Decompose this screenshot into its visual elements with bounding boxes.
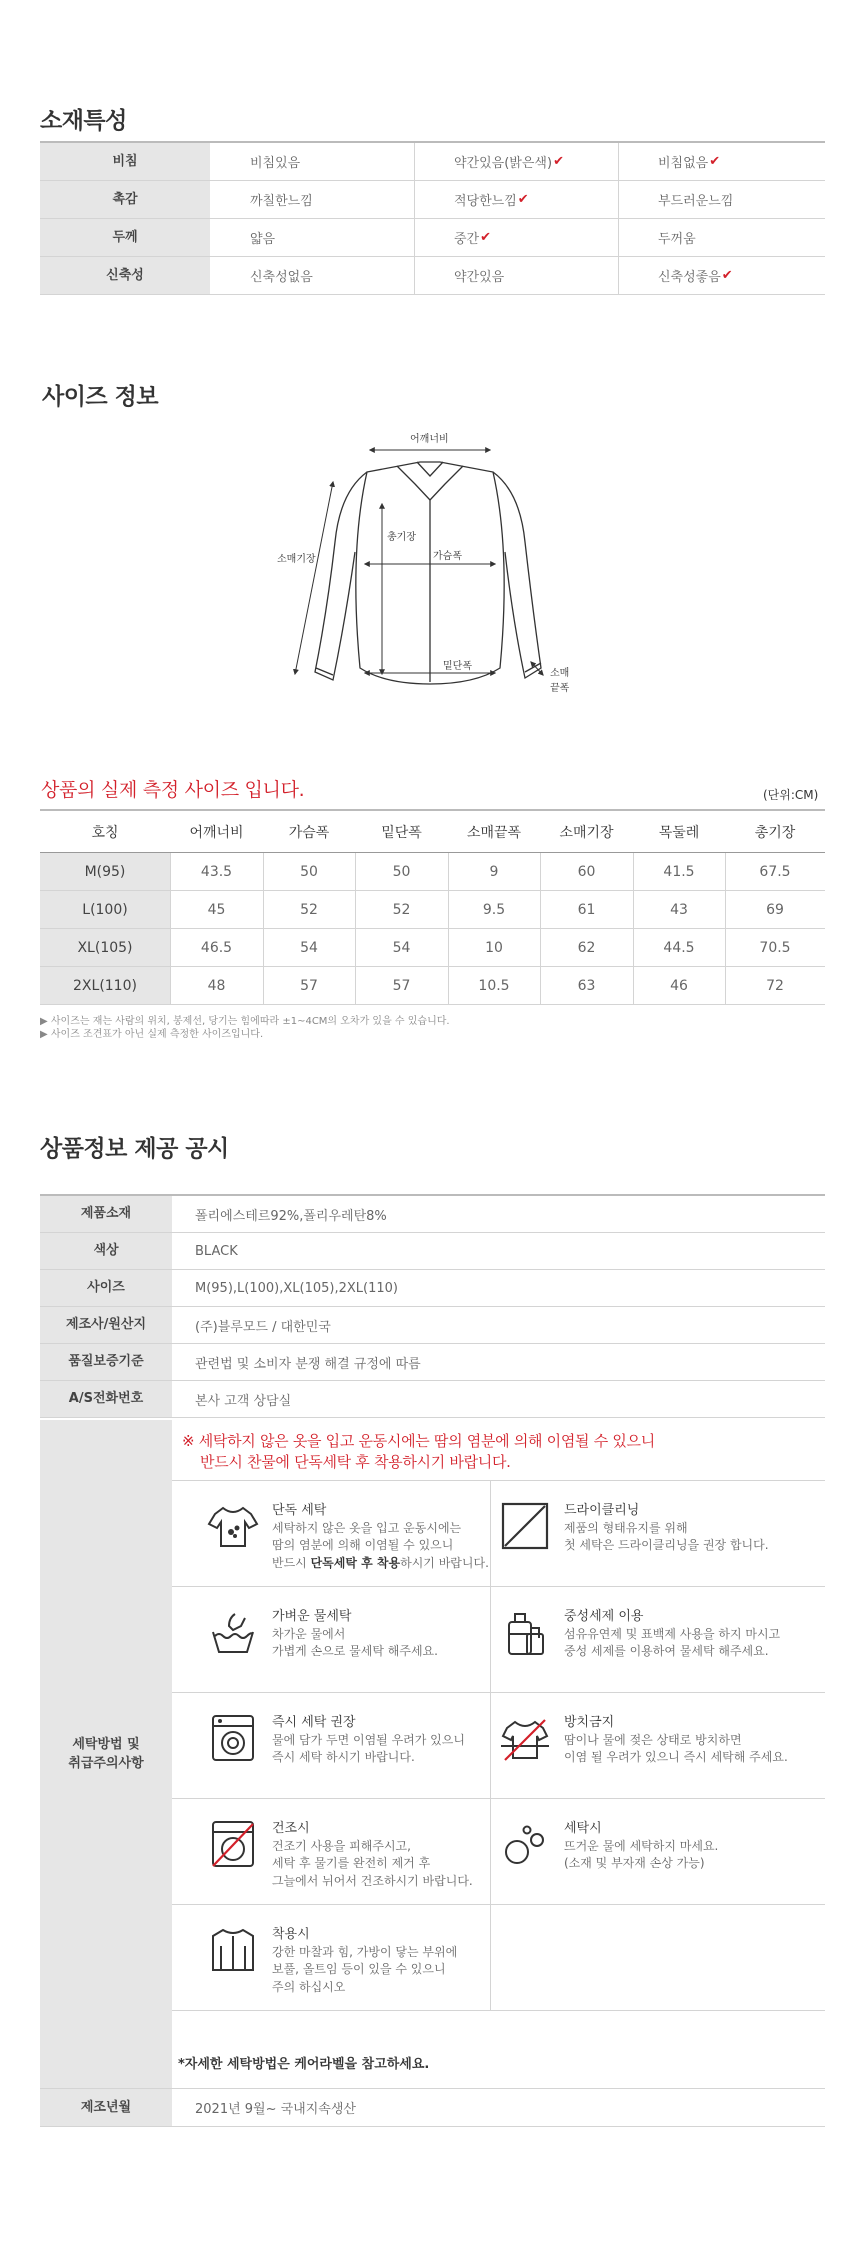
size-cell-0-5: 60	[577, 863, 596, 880]
size-section-title: 사이즈 정보	[42, 384, 159, 410]
diagram-label-total-length: 총기장	[387, 532, 416, 543]
size-cell-1-1: 45	[207, 901, 226, 918]
care-row-line	[172, 1586, 825, 1587]
size-cell-3-0: 2XL(110)	[73, 977, 137, 994]
care-item-line: 뜨거운 물에 세탁하지 마세요.	[564, 1839, 719, 1853]
size-col-header-2: 가슴폭	[288, 824, 330, 841]
manufacture-value: 2021년 9월~ 국내지속생산	[195, 2102, 356, 2117]
size-cell-2-4: 10	[485, 939, 503, 956]
care-item-line-pre: 반드시	[272, 1555, 311, 1570]
size-col-divider	[540, 929, 541, 966]
material-option-text: 신축성없음	[250, 270, 313, 285]
size-diagram	[277, 432, 575, 702]
care-item-line: 제품의 형태유지를 위해	[564, 1521, 688, 1535]
size-cell-3-2: 57	[300, 977, 318, 994]
size-col-divider	[448, 929, 449, 966]
notice-value-2: M(95),L(100),XL(105),2XL(110)	[195, 1280, 398, 1296]
care-warning-line-2: 반드시 찬물에 단독세탁 후 착용하시기 바랍니다.	[200, 1453, 511, 1471]
care-item-line: (소재 및 부자재 손상 가능)	[564, 1856, 705, 1871]
material-col-divider	[414, 181, 415, 218]
material-col-divider	[414, 219, 415, 256]
care-item-line: 차가운 물에서	[272, 1627, 346, 1641]
care-col-divider	[490, 1586, 491, 1692]
size-cell-1-6: 43	[670, 901, 688, 918]
size-cell-1-0: L(100)	[82, 901, 128, 918]
material-col-divider	[414, 257, 415, 294]
care-item-desc-0	[272, 1520, 489, 1572]
size-col-divider	[725, 929, 726, 966]
care-item-title-3: 중성세제 이용	[564, 1609, 644, 1624]
size-cell-0-1: 43.5	[200, 863, 233, 880]
material-option-1-1	[454, 181, 529, 218]
size-col-divider	[540, 891, 541, 928]
notice-value-4: 관련법 및 소비자 분쟁 해결 규정에 따름	[195, 1356, 421, 1372]
care-item-line: 가볍게 손으로 물세탁 해주세요.	[272, 1644, 438, 1659]
care-item-line: 물에 담가 두면 이염될 우려가 있으니	[272, 1733, 465, 1747]
material-option-3-2	[658, 257, 733, 294]
size-cell-2-5: 62	[577, 939, 596, 956]
notice-label-0: 제품소재	[40, 1196, 172, 1232]
material-col-divider	[618, 219, 619, 256]
care-label	[40, 1420, 172, 2088]
no-leave-icon	[497, 1710, 553, 1766]
material-label-3: 신축성	[40, 257, 210, 294]
size-unit: (단위:CM)	[763, 788, 819, 802]
care-item-title-7: 세탁시	[564, 1821, 602, 1836]
material-option-text: 신축성좋음	[658, 270, 721, 285]
size-col-header-7: 총기장	[754, 824, 796, 841]
notice-row-line	[40, 1417, 825, 1418]
size-col-divider	[263, 853, 264, 890]
size-cell-3-4: 10.5	[478, 977, 510, 994]
size-cell-0-0: M(95)	[84, 863, 126, 880]
material-option-text: 적당한느낌	[454, 194, 517, 209]
care-item-line: 강한 마찰과 힘, 가방이 닿는 부위에	[272, 1945, 458, 1959]
size-col-divider	[633, 967, 634, 1004]
material-col-divider	[618, 143, 619, 180]
size-col-divider	[725, 967, 726, 1004]
size-table-heading: 상품의 실제 측정 사이즈 입니다.	[41, 779, 305, 801]
care-item-line: 그늘에서 뉘어서 건조하시기 바랍니다.	[272, 1873, 473, 1888]
care-item-desc-2	[272, 1626, 438, 1661]
care-item-title-5: 방치금지	[564, 1715, 615, 1730]
material-option-2-2	[658, 219, 696, 256]
care-item-title-2: 가벼운 물세탁	[272, 1609, 352, 1624]
size-cell-2-0: XL(105)	[77, 939, 133, 956]
size-col-divider	[263, 929, 264, 966]
size-cell-0-2: 50	[300, 863, 318, 880]
care-item-desc-1	[564, 1520, 769, 1555]
care-item-desc-6	[272, 1838, 473, 1890]
care-item-line	[272, 1555, 489, 1572]
size-col-header-6: 목둘레	[658, 824, 700, 841]
care-item-line: 땀이나 물에 젖은 상태로 방치하면	[564, 1733, 742, 1747]
size-col-divider	[170, 929, 171, 966]
material-label-2: 두께	[40, 219, 210, 256]
material-option-text: 얇음	[250, 232, 276, 247]
size-cell-2-2: 54	[300, 939, 318, 956]
material-option-text: 중간	[454, 232, 480, 247]
size-cell-3-6: 46	[670, 977, 688, 994]
care-item-line: 중성 세제를 이용하여 물세탁 해주세요.	[564, 1644, 769, 1659]
material-option-1-2	[658, 181, 733, 218]
care-item-line: 세탁 후 물기를 완전히 제거 후	[272, 1856, 431, 1871]
notice-value-5: 본사 고객 상담실	[195, 1393, 292, 1409]
size-col-divider	[725, 853, 726, 890]
size-col-divider	[725, 891, 726, 928]
material-option-2-0	[250, 219, 275, 256]
size-cell-1-5: 61	[577, 901, 596, 918]
care-item-desc-5	[564, 1732, 788, 1767]
manufacture-bottom-line	[40, 2126, 825, 2127]
notice-label-2: 사이즈	[40, 1270, 172, 1306]
size-cell-0-3: 50	[392, 863, 411, 880]
care-col-divider	[490, 1692, 491, 1798]
jacket-diagram-svg	[285, 432, 575, 702]
material-label-1: 촉감	[40, 181, 210, 218]
notice-label-5: A/S전화번호	[40, 1381, 172, 1417]
diagram-label-chest: 가슴폭	[433, 551, 462, 562]
material-option-text: 비침없음	[658, 156, 709, 171]
size-row-line	[40, 1004, 825, 1005]
size-col-divider	[355, 967, 356, 1004]
size-col-divider	[355, 853, 356, 890]
care-row-line	[172, 2010, 825, 2011]
material-option-text: 두꺼움	[658, 232, 696, 247]
care-item-line: 즉시 세탁 하시기 바랍니다.	[272, 1750, 415, 1765]
size-col-divider	[633, 853, 634, 890]
size-note-2: ▶ 사이즈 조견표가 아닌 실제 측정한 사이즈입니다.	[40, 1029, 264, 1040]
size-col-divider	[170, 967, 171, 1004]
check-icon: ✔	[517, 192, 529, 207]
manufacture-label: 제조년월	[40, 2089, 172, 2126]
size-cell-3-1: 48	[207, 977, 226, 994]
care-item-line-post: 하시기 바랍니다.	[400, 1555, 489, 1570]
care-item-title-8: 착용시	[272, 1927, 310, 1942]
care-item-line: 주의 하십시오	[272, 1979, 346, 1994]
size-note-1: ▶ 사이즈는 재는 사람의 위치, 봉제선, 당기는 힘에따라 ±1~4CM의 오차가 있을 수 있습니다.	[40, 1016, 450, 1027]
wearing-shirt-icon	[205, 1922, 261, 1978]
material-col-divider	[414, 143, 415, 180]
hand-wash-icon	[205, 1604, 261, 1660]
size-cell-2-7: 70.5	[759, 939, 791, 956]
material-option-0-2	[658, 143, 720, 180]
size-cell-1-3: 52	[392, 901, 411, 918]
material-option-text: 비침있음	[250, 156, 301, 171]
notice-value-0: 폴리에스테르92%,폴리우레탄8%	[195, 1208, 387, 1224]
care-label-line-2: 취급주의사항	[68, 1756, 144, 1771]
notice-section-title: 상품정보 제공 공시	[40, 1136, 229, 1162]
size-col-divider	[448, 967, 449, 1004]
material-col-divider	[618, 257, 619, 294]
size-cell-2-1: 46.5	[200, 939, 233, 956]
material-option-text: 약간있음(밝은색)	[454, 156, 553, 171]
notice-label-3: 제조사/원산지	[40, 1307, 172, 1343]
care-row-line	[172, 1480, 825, 1481]
diagram-label-shoulder: 어깨너비	[410, 434, 449, 445]
material-option-0-0	[250, 143, 300, 180]
material-option-2-1	[454, 219, 491, 256]
material-option-1-0	[250, 181, 313, 218]
size-cell-0-7: 67.5	[759, 863, 791, 880]
care-item-line: 이염 될 우려가 있으니 즉시 세탁해 주세요.	[564, 1750, 788, 1765]
care-item-desc-4	[272, 1732, 465, 1767]
care-footer: *자세한 세탁방법은 케어라벨을 참고하세요.	[178, 2057, 430, 2072]
diagram-label-sleeve-length: 소매기장	[277, 554, 316, 565]
care-item-desc-8	[272, 1944, 457, 1996]
material-option-text: 부드러운느낌	[658, 194, 734, 209]
care-col-divider	[490, 1480, 491, 1586]
care-item-line: 세탁하지 않은 옷을 입고 운동시에는	[272, 1521, 462, 1535]
size-col-divider	[170, 853, 171, 890]
notice-value-3: (주)블루모드 / 대한민국	[195, 1319, 331, 1335]
care-col-divider	[490, 1904, 491, 2010]
care-item-desc-3	[564, 1626, 780, 1661]
size-cell-3-5: 63	[577, 977, 596, 994]
check-icon: ✔	[553, 154, 564, 169]
size-col-header-3: 밑단폭	[381, 824, 422, 841]
size-cell-3-3: 57	[392, 977, 411, 994]
care-warning-line-1: ※ 세탁하지 않은 옷을 입고 운동시에는 땀의 염분에 의해 이염될 수 있으니	[182, 1432, 655, 1450]
material-row-line	[40, 294, 825, 295]
dry-clean-icon	[497, 1498, 553, 1554]
size-col-header-5: 소매기장	[559, 824, 614, 841]
notice-label-1: 색상	[40, 1233, 172, 1269]
size-col-divider	[355, 891, 356, 928]
material-option-text: 까칠한느낌	[250, 194, 313, 209]
material-label-0: 비침	[40, 143, 210, 180]
care-item-title-6: 건조시	[272, 1821, 310, 1836]
care-item-title-4: 즉시 세탁 권장	[272, 1715, 356, 1730]
size-col-divider	[448, 891, 449, 928]
size-cell-0-6: 41.5	[663, 863, 695, 880]
care-item-line: 섬유유연제 및 표백제 사용을 하지 마시고	[564, 1627, 781, 1641]
size-col-divider	[355, 929, 356, 966]
care-item-line: 첫 세탁은 드라이클리닝을 권장 합니다.	[564, 1538, 769, 1553]
notice-label-4: 품질보증기준	[40, 1344, 172, 1380]
size-col-divider	[263, 967, 264, 1004]
care-item-line: 보풀, 올트임 등이 있을 수 있으니	[272, 1962, 446, 1977]
size-col-header-0: 호칭	[91, 824, 119, 841]
washing-machine-icon	[205, 1710, 261, 1766]
care-col-divider	[490, 1798, 491, 1904]
no-dryer-icon	[205, 1816, 261, 1872]
check-icon: ✔	[721, 268, 733, 283]
size-cell-1-2: 52	[300, 901, 318, 918]
care-row-line	[172, 1904, 825, 1905]
care-row-line	[172, 1798, 825, 1799]
check-icon: ✔	[709, 154, 721, 169]
material-option-3-1	[454, 257, 504, 294]
care-item-line-bold: 단독세탁 후 착용	[310, 1555, 401, 1570]
size-col-divider	[170, 891, 171, 928]
size-col-divider	[633, 891, 634, 928]
care-item-desc-7	[564, 1838, 718, 1873]
care-item-title-1: 드라이클리닝	[564, 1503, 640, 1518]
size-col-header-4: 소매끝폭	[466, 824, 522, 841]
notice-value-1: BLACK	[195, 1243, 238, 1259]
care-row-line	[172, 1692, 825, 1693]
shirt-wash-icon	[205, 1498, 261, 1554]
check-icon: ✔	[480, 230, 492, 245]
size-col-divider	[540, 853, 541, 890]
material-option-3-0	[250, 257, 313, 294]
material-option-text: 약간있음	[454, 270, 505, 285]
size-col-divider	[263, 891, 264, 928]
care-item-title-0: 단독 세탁	[272, 1503, 327, 1518]
care-item-line: 땀의 염분에 의해 이염될 수 있으니	[272, 1538, 454, 1553]
size-col-divider	[540, 967, 541, 1004]
size-col-header-1: 어깨너비	[189, 824, 244, 841]
size-cell-1-4: 9.5	[482, 901, 506, 918]
size-cell-0-4: 9	[489, 863, 499, 880]
material-option-0-1	[454, 143, 564, 180]
size-cell-2-6: 44.5	[663, 939, 695, 956]
diagram-label-cuff: 소매끝폭	[550, 668, 570, 694]
size-cell-3-7: 72	[766, 977, 784, 994]
detergent-icon	[497, 1604, 553, 1660]
material-section-title: 소재특성	[40, 108, 127, 134]
material-col-divider	[618, 181, 619, 218]
diagram-label-hem: 밑단폭	[443, 661, 472, 672]
size-cell-2-3: 54	[392, 939, 411, 956]
size-cell-1-7: 69	[766, 901, 784, 918]
care-label-line-1: 세탁방법 및	[72, 1736, 140, 1752]
bubbles-icon	[497, 1816, 553, 1872]
care-item-line: 건조기 사용을 피해주시고,	[272, 1839, 411, 1853]
size-col-divider	[633, 929, 634, 966]
size-col-divider	[448, 853, 449, 890]
